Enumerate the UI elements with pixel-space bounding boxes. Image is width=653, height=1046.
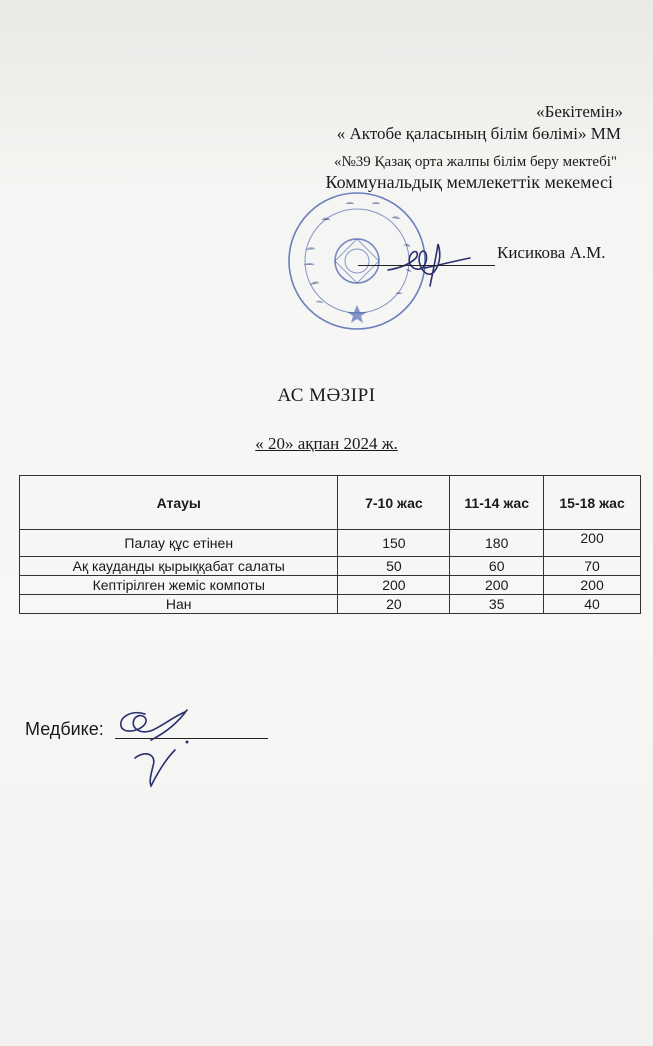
portion-15-18: 70 — [544, 557, 641, 576]
portion-15-18: 200 — [544, 576, 641, 595]
table-row — [20, 576, 641, 595]
menu-date: « 20» ақпан 2024 ж. — [255, 434, 398, 453]
dish-name: Палау құс етінен — [20, 530, 338, 557]
dish-name: Ақ кауданды қырыққабат салаты — [20, 557, 338, 576]
column-header-age-15-18: 15-18 жас — [544, 476, 641, 530]
portion-15-18: 40 — [544, 595, 641, 614]
portion-11-14: 35 — [450, 595, 544, 614]
table-row — [20, 530, 641, 557]
column-header-age-7-10: 7-10 жас — [338, 476, 450, 530]
portion-11-14: 180 — [450, 530, 544, 557]
portion-7-10: 20 — [338, 595, 450, 614]
director-signature-line — [358, 265, 495, 266]
dish-name: Кептірілген жеміс компоты — [20, 576, 338, 595]
approval-line-1: «Бекітемін» — [536, 102, 623, 121]
dish-name: Нан — [20, 595, 338, 614]
nurse-signature-icon — [105, 700, 225, 790]
portion-11-14: 60 — [450, 557, 544, 576]
portion-7-10: 150 — [338, 530, 450, 557]
portion-7-10: 200 — [338, 576, 450, 595]
approval-line-4: Коммунальдық мемлекеттік мекемесі — [325, 172, 613, 192]
director-name: Кисикова А.М. — [497, 243, 606, 262]
nurse-label: Медбике: — [25, 719, 104, 739]
portion-15-18: 200 — [544, 530, 641, 557]
column-header-name: Атауы — [20, 476, 338, 530]
portion-11-14: 200 — [450, 576, 544, 595]
menu-table — [19, 475, 641, 614]
portion-7-10: 50 — [338, 557, 450, 576]
approval-line-3: «№39 Қазақ орта жалпы білім беру мектебі" — [333, 154, 617, 170]
director-signature-icon — [380, 228, 490, 288]
page-title: АС МӘЗІРІ — [277, 385, 376, 406]
table-header-row — [20, 476, 641, 530]
approval-line-2: « Актобе қаласының білім бөлімі» ММ — [336, 124, 621, 143]
table-row — [20, 557, 641, 576]
table-row — [20, 595, 641, 614]
column-header-age-11-14: 11-14 жас — [450, 476, 544, 530]
